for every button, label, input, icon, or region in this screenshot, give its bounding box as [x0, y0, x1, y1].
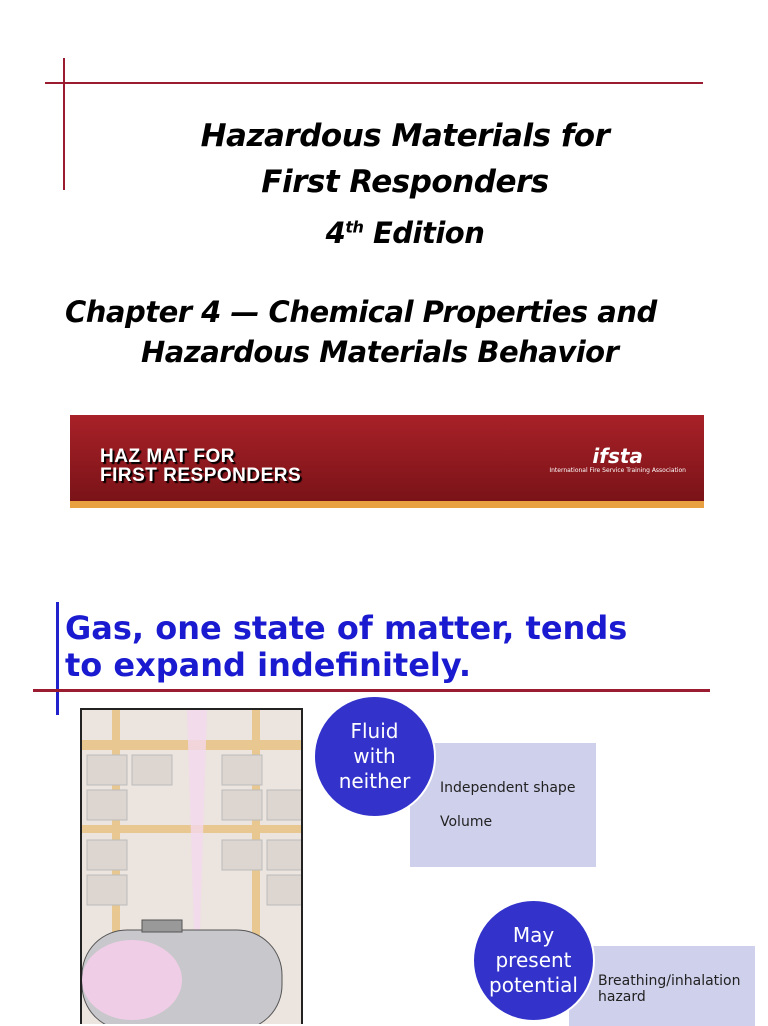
title-rule — [33, 689, 710, 692]
edition-sup: th — [345, 217, 364, 237]
detail-volume: Volume — [440, 814, 493, 830]
circle-label-2: May present potential — [489, 923, 578, 997]
edition-number: 4 — [325, 216, 346, 250]
logo-text: ifsta — [592, 444, 643, 468]
banner-text — [100, 447, 301, 485]
accent-bar — [56, 602, 59, 715]
title-line1: Hazardous Materials for — [200, 118, 610, 154]
detail-independent-shape: Independent shape — [440, 780, 576, 796]
ifsta-logo — [549, 445, 686, 474]
banner — [70, 415, 704, 508]
edition — [0, 216, 768, 250]
detail-box-2 — [569, 946, 755, 1026]
banner-line2: FIRST RESPONDERS — [100, 465, 302, 486]
slide2-title — [65, 610, 627, 684]
slide2-title-line2: to expand indefinitely. — [65, 646, 471, 684]
edition-word: Edition — [372, 216, 485, 250]
chapter-line2: Hazardous Materials Behavior — [141, 335, 619, 369]
chapter-line1: Chapter 4 — Chemical Properties and — [65, 295, 657, 329]
detail-breathing-hazard: Breathing/inhalation hazard — [598, 973, 741, 1005]
gas-leak-illustration — [80, 708, 303, 1024]
top-rule — [45, 82, 703, 84]
circle-fluid-with-neither — [313, 695, 436, 818]
detail-box-1 — [410, 743, 596, 867]
logo-caption: International Fire Service Training Association — [549, 467, 686, 474]
circle-may-present-potential — [472, 899, 595, 1022]
circle-label-1: Fluid with neither — [338, 719, 411, 793]
slide2-title-line1: Gas, one state of matter, tends — [65, 609, 628, 647]
title-line2: First Responders — [261, 164, 549, 200]
banner-line1: HAZ MAT FOR — [100, 446, 235, 467]
